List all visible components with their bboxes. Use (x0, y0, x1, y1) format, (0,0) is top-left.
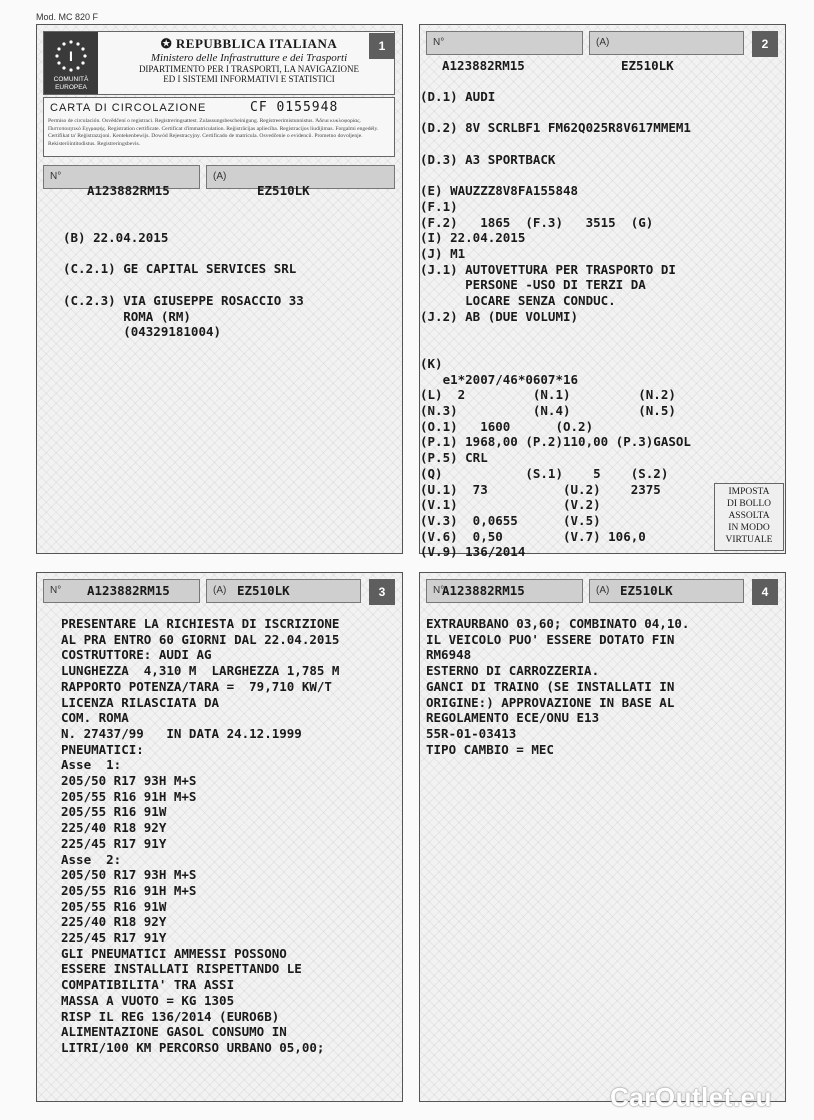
text-line: RAPPORTO POTENZA/TARA = 79,710 KW/T (61, 678, 332, 694)
panel-number: 3 (369, 579, 395, 605)
plate-number: EZ510LK (257, 183, 310, 198)
panel-3 (36, 572, 403, 1102)
text-line: 205/55 R16 91H M+S (61, 882, 197, 898)
text-line (420, 168, 691, 184)
text-line: ALIMENTAZIONE GASOL CONSUMO IN (61, 1024, 287, 1040)
text-line: RISP IL REG 136/2014 (EURO6B) (61, 1008, 280, 1024)
text-line: (K) (420, 355, 443, 371)
a-label: (A) (213, 171, 227, 182)
text-line: (D.2) 8V SCRLBF1 FM62Q025R8V617MMEM1 (420, 120, 691, 136)
text-line: PNEUMATICI: (61, 741, 144, 757)
text-line (63, 246, 304, 262)
text-line: (C.2.3) VIA GIUSEPPE ROSACCIO 33 (63, 292, 304, 308)
text-line (420, 136, 691, 152)
text-line: (P.1) 1968,00 (P.2)110,00 (P.3)GASOL (420, 434, 691, 450)
n-label: N° (50, 171, 62, 182)
stamp-duty-line: IMPOSTA (728, 487, 770, 497)
text-line: COMPATIBILITA' TRA ASSI (61, 977, 235, 993)
notes-continued (426, 616, 689, 757)
text-line: (N.3) (N.4) (N.5) (420, 403, 676, 419)
text-line: GANCI DI TRAINO (SE INSTALLATI IN (426, 678, 675, 694)
text-line: 205/50 R17 93H M+S (61, 867, 197, 883)
text-line: 225/45 R17 91Y (61, 835, 167, 851)
text-line: (V.6) 0,50 (V.7) 106,0 (420, 528, 646, 544)
text-line: e1*2007/46*0607*16 (420, 371, 579, 387)
text-line: (V.1) (V.2) (420, 497, 601, 513)
text-line: (D.3) A3 SPORTBACK (420, 151, 556, 167)
header-box (43, 31, 395, 95)
text-line: (J.1) AUTOVETTURA PER TRASPORTO DI (420, 261, 676, 277)
panel-number: 1 (369, 33, 395, 59)
text-line: (O.1) 1600 (O.2) (420, 418, 594, 434)
stamp-duty-line: ASSOLTA (728, 511, 770, 521)
text-line: ESTERNO DI CARROZZERIA. (426, 663, 600, 679)
text-line: COM. ROMA (61, 710, 129, 726)
plate-number: EZ510LK (620, 583, 673, 598)
text-line: (L) 2 (N.1) (N.2) (420, 387, 676, 403)
a-label: (A) (213, 585, 227, 596)
text-line: (E) WAUZZZ8V8FA155848 (420, 183, 579, 199)
text-line: (F.1) (420, 198, 458, 214)
text-line: MASSA A VUOTO = KG 1305 (61, 992, 235, 1008)
a-label: (A) (596, 585, 610, 596)
text-line: (B) 22.04.2015 (63, 230, 169, 245)
text-line: GLI PNEUMATICI AMMESSI POSSONO (61, 945, 287, 961)
stamp-duty-line: DI BOLLO (726, 499, 772, 509)
plate-number: EZ510LK (237, 583, 290, 598)
text-line: AL PRA ENTRO 60 GIORNI DAL 22.04.2015 (61, 631, 340, 647)
text-line: PERSONE -USO DI TERZI DA (420, 277, 646, 293)
text-line: Asse 2: (61, 851, 122, 867)
text-line: 205/50 R17 93H M+S (61, 773, 197, 789)
plate-field (589, 31, 744, 55)
registration-number: A123882RM15 (442, 583, 525, 598)
text-line: LICENZA RILASCIATA DA (61, 694, 220, 710)
text-line: 225/45 R17 91Y (61, 930, 167, 946)
registration-number-field (426, 31, 583, 55)
watermark: CarOutlet.eu (610, 1082, 773, 1112)
text-line: REGOLAMENTO ECE/ONU E13 (426, 710, 600, 726)
eu-stars-icon (53, 38, 89, 74)
department-line-2: ED I SISTEMI INFORMATIVI E STATISTICI (163, 74, 335, 84)
registration-number: A123882RM15 (87, 183, 170, 198)
panel-4 (419, 572, 786, 1102)
panel-number: 2 (752, 31, 778, 57)
text-line: (I) 22.04.2015 (420, 230, 526, 246)
text-line: LOCARE SENZA CONDUC. (420, 293, 616, 309)
form-code: Mod. MC 820 F (36, 12, 99, 22)
text-line: (F.2) 1865 (F.3) 3515 (G) (420, 214, 654, 230)
eu-label: COMUNITÀ EUROPEA (53, 76, 89, 91)
eu-emblem (44, 32, 98, 94)
text-line: (V.9) 136/2014 (420, 544, 526, 560)
text-line: ORIGINE:) APPROVAZIONE IN BASE AL (426, 694, 675, 710)
text-line (63, 277, 304, 293)
text-line: 55R-01-03413 (426, 725, 517, 741)
n-label: N° (433, 37, 445, 48)
text-line: ESSERE INSTALLATI RISPETTANDO LE (61, 961, 302, 977)
text-line: (D.1) AUDI (420, 89, 496, 104)
text-line: 205/55 R16 91W (61, 804, 167, 820)
text-line (420, 340, 691, 356)
text-line: (U.1) 73 (U.2) 2375 (420, 481, 661, 497)
svg-text:I: I (69, 48, 73, 64)
registration-number: A123882RM15 (87, 583, 170, 598)
n-label: N° (50, 585, 62, 596)
notes-data (61, 616, 339, 1056)
text-line: EXTRAURBANO 03,60; COMBINATO 04,10. (426, 616, 690, 631)
stamp-duty-line: IN MODO (728, 523, 770, 533)
multilanguage-titles: Permiso de circulación. Osvědčení o registraci. Registreringsattest. Zulassungsbescheinigung. Registreerimistunnistus. Άδεια κυκλοφορίας. Πιστοποιητικό Εγγραφής. Registration certificate. Certificat d'immatriculation. Reģistrācijas apliecība. Registracijos liudijimas. Forgalmi engedély. Certifikat ta' Reġistrazzjoni. Kentekenbewijs. Dowód Rejestracyjny. Certificado de matrícula. Osvedčenie o evidencii. Prometno dovoljenje. Rekisteröintitodistus. Registreringsbevis. (48, 118, 379, 147)
text-line: 225/40 R18 92Y (61, 914, 167, 930)
stamp-duty-line: VIRTUALE (725, 535, 773, 545)
document-title-box (43, 97, 395, 157)
holder-data (63, 230, 304, 340)
text-line: (J.2) AB (DUE VOLUMI) (420, 308, 579, 324)
text-line: 205/55 R16 91H M+S (61, 788, 197, 804)
department-line-1: DIPARTIMENTO PER I TRASPORTI, LA NAVIGAZIONE (138, 64, 360, 74)
text-line: N. 27437/99 IN DATA 24.12.1999 (61, 725, 302, 741)
text-line: (C.2.1) GE CAPITAL SERVICES SRL (63, 261, 297, 277)
text-line: (P.5) CRL (420, 450, 488, 466)
text-line: PRESENTARE LA RICHIESTA DI ISCRIZIONE (61, 616, 340, 631)
text-line: COSTRUTTORE: AUDI AG (61, 647, 212, 663)
text-line: (04329181004) (63, 324, 222, 340)
panel-1 (36, 24, 403, 554)
text-line: IL VEICOLO PUO' ESSERE DOTATO FIN (426, 631, 675, 647)
registration-number: A123882RM15 (442, 58, 525, 73)
text-line: Asse 1: (61, 757, 122, 773)
republic-title: ✪ REPUBBLICA ITALIANA (160, 36, 338, 51)
text-line: 225/40 R18 92Y (61, 820, 167, 836)
text-line (420, 105, 691, 121)
a-label: (A) (596, 37, 610, 48)
plate-number: EZ510LK (621, 58, 674, 73)
text-line: LITRI/100 KM PERCORSO URBANO 05,00; (61, 1039, 325, 1055)
stamp-duty-box (714, 483, 784, 551)
text-line: LUNGHEZZA 4,310 M LARGHEZZA 1,785 M (61, 663, 340, 679)
document-title: CARTA DI CIRCOLAZIONE (50, 102, 207, 114)
document-number: CF 0155948 (250, 100, 339, 115)
text-line: (Q) (S.1) 5 (S.2) (420, 465, 669, 481)
text-line: RM6948 (426, 647, 472, 663)
panel-number: 4 (752, 579, 778, 605)
ministry-name: Ministero delle Infrastrutture e dei Trasporti (150, 52, 348, 64)
text-line: TIPO CAMBIO = MEC (426, 741, 554, 757)
emblem-icon: ✪ (160, 36, 176, 51)
panel-2 (419, 24, 786, 560)
issuer-block (104, 36, 394, 84)
text-line: (V.3) 0,0655 (V.5) (420, 512, 601, 528)
n-label: N° (433, 585, 445, 596)
text-line: 205/55 R16 91W (61, 898, 167, 914)
text-line (420, 325, 691, 341)
text-line: (J) M1 (420, 246, 466, 262)
vehicle-data (420, 89, 691, 560)
text-line: ROMA (RM) (63, 308, 191, 324)
